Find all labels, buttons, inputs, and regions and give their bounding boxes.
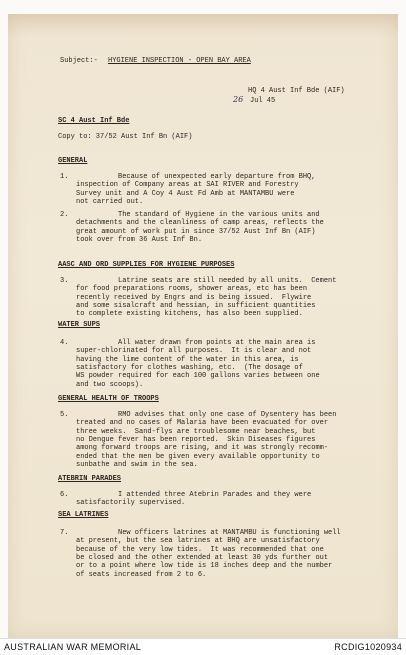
paragraph-number: 3. bbox=[60, 277, 69, 285]
paragraph-number: 5. bbox=[60, 411, 69, 419]
typed-date: Jul 45 bbox=[250, 97, 276, 105]
paragraph-line: because of the very low tides. It was recommended that one bbox=[76, 545, 324, 554]
paragraph-line: super-chlorinated for all purposes. It is clear and not bbox=[76, 347, 312, 356]
paragraph-line: The standard of Hygiene in the various units and bbox=[118, 211, 320, 219]
section-heading: SEA LATRINES bbox=[58, 511, 109, 519]
paragraph-line: at present, but the sea latrines at BHQ are unsatisfactory bbox=[76, 537, 320, 546]
paragraph-line: three weeks. Sand-flys are troublesome near beaches, but bbox=[76, 427, 316, 436]
paragraph-number: 4. bbox=[60, 339, 69, 347]
footer-bar bbox=[0, 638, 406, 655]
paragraph-line: and some sisalcraft and hessian, in sufficient quantities bbox=[76, 301, 316, 310]
paragraph-line: Survey unit and A Coy 4 Aust Fd Amb at MANTAMBU were bbox=[76, 189, 295, 198]
paragraph-line: ended that the men be given every available opportunity to bbox=[76, 452, 320, 461]
paragraph-line: took over from 36 Aust Inf Bn. bbox=[76, 235, 203, 244]
subject-label: Subject:- bbox=[60, 57, 98, 65]
paragraph-line: satisfactorily supervised. bbox=[76, 499, 186, 508]
footer-source: AUSTRALIAN WAR MEMORIAL bbox=[4, 642, 142, 652]
paragraph-number: 1. bbox=[60, 173, 69, 181]
paragraph-line: I attended three Atebrin Parades and they were bbox=[118, 491, 312, 499]
paragraph-line: great amount of work put in since 37/52 Aust Inf Bn (AIF) bbox=[76, 227, 316, 236]
paragraph-line: among forward troops are rising, and it was strongly recomm- bbox=[76, 444, 329, 453]
paragraph-line: Because of unexpected early departure from BHQ, bbox=[118, 173, 316, 181]
paragraph-line: to complete existing kitchens, has also been supplied. bbox=[76, 310, 303, 319]
paragraph-line: Latrine seats are still needed by all units. Cement bbox=[118, 277, 337, 285]
hq-line: HQ 4 Aust Inf Bde (AIF) bbox=[248, 87, 345, 95]
paragraph-line: be closed and the other extended at least 30 yds further out bbox=[76, 553, 329, 562]
paragraph-line: of seats increased from 2 to 6. bbox=[76, 570, 207, 579]
paragraph-line: recently received by Engrs and is being issued. Flywire bbox=[76, 293, 312, 302]
paragraph-line: sunbathe and swim in the sea. bbox=[76, 460, 198, 469]
section-heading: GENERAL HEALTH OF TROOPS bbox=[58, 395, 159, 403]
copy-to-line: Copy to: 37/52 Aust Inf Bn (AIF) bbox=[58, 133, 193, 141]
paragraph-line: having the lime content of the water in this area, is bbox=[76, 355, 299, 364]
paragraph-number: 7. bbox=[60, 529, 69, 537]
paragraph-line: or to a point where low tide is 18 inches deep and the number bbox=[76, 562, 333, 571]
paragraph-line: WS powder required for each 100 gallons varies between one bbox=[76, 372, 320, 381]
paragraph-line: for food preparations rooms, shower areas, etc has been bbox=[76, 285, 308, 294]
paragraph-line: RMO advises that only one case of Dysentery has been bbox=[118, 411, 337, 419]
section-heading: GENERAL bbox=[58, 157, 88, 165]
section-heading: AASC AND ORD SUPPLIES FOR HYGIENE PURPOSES bbox=[58, 261, 235, 269]
section-heading: WATER SUPS bbox=[58, 321, 101, 329]
paragraph-line: detachments and the cleanliness of camp areas, reflects the bbox=[76, 219, 324, 228]
handwritten-date: 26 bbox=[233, 95, 244, 104]
paragraph-line: treated and no cases of Malaria have been evacuated for over bbox=[76, 419, 329, 428]
paragraph-line: inspection of Company areas at SAI RIVER and Forestry bbox=[76, 181, 299, 190]
footer-record-id: RCDIG1020934 bbox=[334, 642, 402, 652]
paragraph-line: satisfactory for clothes washing, etc. (The dosage of bbox=[76, 363, 303, 372]
paragraph-line: no Dengue fever has been reported. Skin Diseases figures bbox=[76, 435, 316, 444]
paragraph-line: All water drawn from points at the main area is bbox=[118, 339, 316, 347]
paragraph-line: and two scoops). bbox=[76, 380, 144, 389]
section-heading: ATEBRIN PARADES bbox=[58, 475, 122, 483]
paragraph-line: New officers latrines at MANTAMBU is functioning well bbox=[118, 529, 341, 537]
paragraph-number: 6. bbox=[60, 491, 69, 499]
paragraph-number: 2. bbox=[60, 211, 69, 219]
subject-title: HYGIENE INSPECTION - OPEN BAY AREA bbox=[108, 57, 251, 65]
addressee: SC 4 Aust Inf Bde bbox=[58, 117, 130, 125]
paragraph-line: not carried out. bbox=[76, 197, 144, 206]
